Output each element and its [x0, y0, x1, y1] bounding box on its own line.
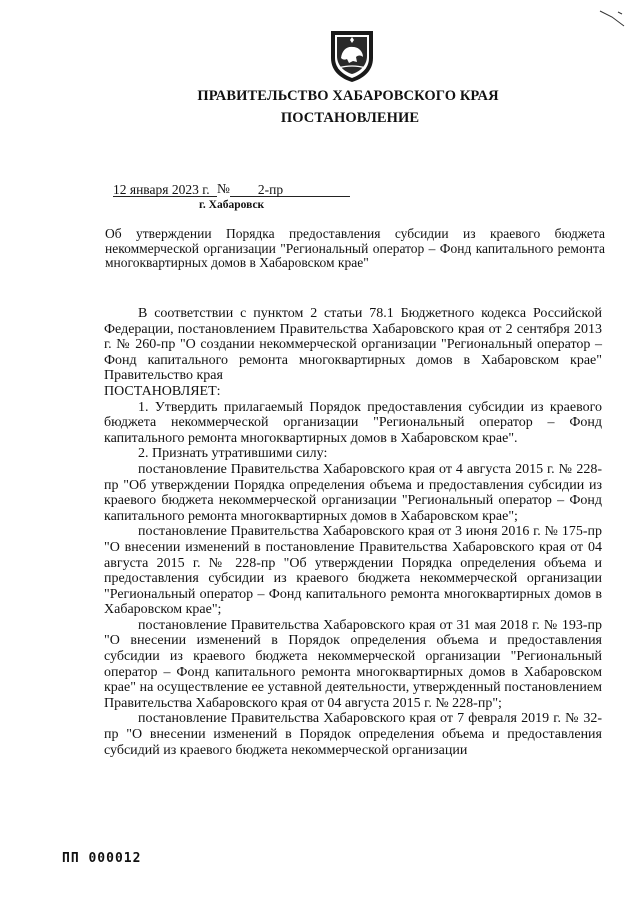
document-body: [104, 306, 602, 758]
document-type-title: ПОСТАНОВЛЕНИЕ: [280, 110, 420, 126]
repealed-resolution-item: постановление Правительства Хабаровского края от 4 августа 2015 г. № 228-пр "Об утверждении Порядка определения объема и предоставления субсидии из краевого бюджета некоммерческой организации "Региональный оператор – Фонд капитального ремонта многоквартирных домов в Хабаровском крае";: [104, 461, 602, 524]
clause-2-paragraph: 2. Признать утратившими силу:: [138, 446, 328, 462]
repealed-resolution-item: постановление Правительства Хабаровского края от 31 мая 2018 г. № 193-пр "О внесении изменений в Порядок определения объема и предоставления субсидии из краевого бюджета некоммерческой организации "Региональный оператор – Фонд капитального ремонта многоквартирных домов в Хабаровском крае" на осуществление ее уставной деятельности, утвержденный постановлением Правительства Хабаровского края от 04 августа 2015 г. № 228-пр";: [104, 617, 602, 711]
document-city: г. Хабаровск: [199, 199, 265, 211]
document-subject: Об утверждении Порядка предоставления субсидии из краевого бюджета некоммерческой организации "Региональный оператор – Фонд капитального ремонта многоквартирных домов в Хабаровском крае": [105, 226, 605, 270]
form-serial-number: ПП 000012: [62, 851, 142, 866]
repealed-resolution-item: постановление Правительства Хабаровского края от 3 июня 2016 г. № 175-пр "О внесении изменений в постановление Правительства Хабаровского края от 04 августа 2015 г. № 228-пр "Об утверждении Порядка определения объема и предоставления субсидии из краевого бюджета некоммерческой организации "Региональный оператор – Фонд капитального ремонта многоквартирных домов в Хабаровском крае";: [104, 524, 602, 618]
number-sign: №: [217, 181, 230, 196]
clause-1-paragraph: 1. Утвердить прилагаемый Порядок предоставления субсидии из краевого бюджета некоммерческой организации "Региональный оператор – Фонд капитального ремонта многоквартирных домов в Хабаровском крае".: [104, 399, 602, 446]
repealed-resolution-item: постановление Правительства Хабаровского края от 7 февраля 2019 г. № 32-пр "О внесении изменений в Порядок определения объема и предоставления субсидий из краевого бюджета некоммерческой организации: [104, 711, 602, 758]
document-number: 2-пр: [230, 182, 350, 197]
date-number-line: [113, 181, 350, 197]
coat-of-arms-emblem: [328, 28, 376, 84]
preamble-paragraph: В соответствии с пунктом 2 статьи 78.1 Бюджетного кодекса Российской Федерации, постановлением Правительства Хабаровского края от 2 сентября 2013 г. № 260-пр "О создании некоммерческой организации "Региональный оператор – Фонд капитального ремонта многоквартирных домов в Хабаровском крае" Правительство края: [104, 306, 602, 384]
document-date: 12 января 2023 г.: [113, 182, 217, 197]
government-title: ПРАВИТЕЛЬСТВО ХАБАРОВСКОГО КРАЯ: [197, 88, 499, 104]
resolves-heading: ПОСТАНОВЛЯЕТ:: [104, 383, 221, 399]
pen-mark-decoration: [598, 8, 628, 30]
